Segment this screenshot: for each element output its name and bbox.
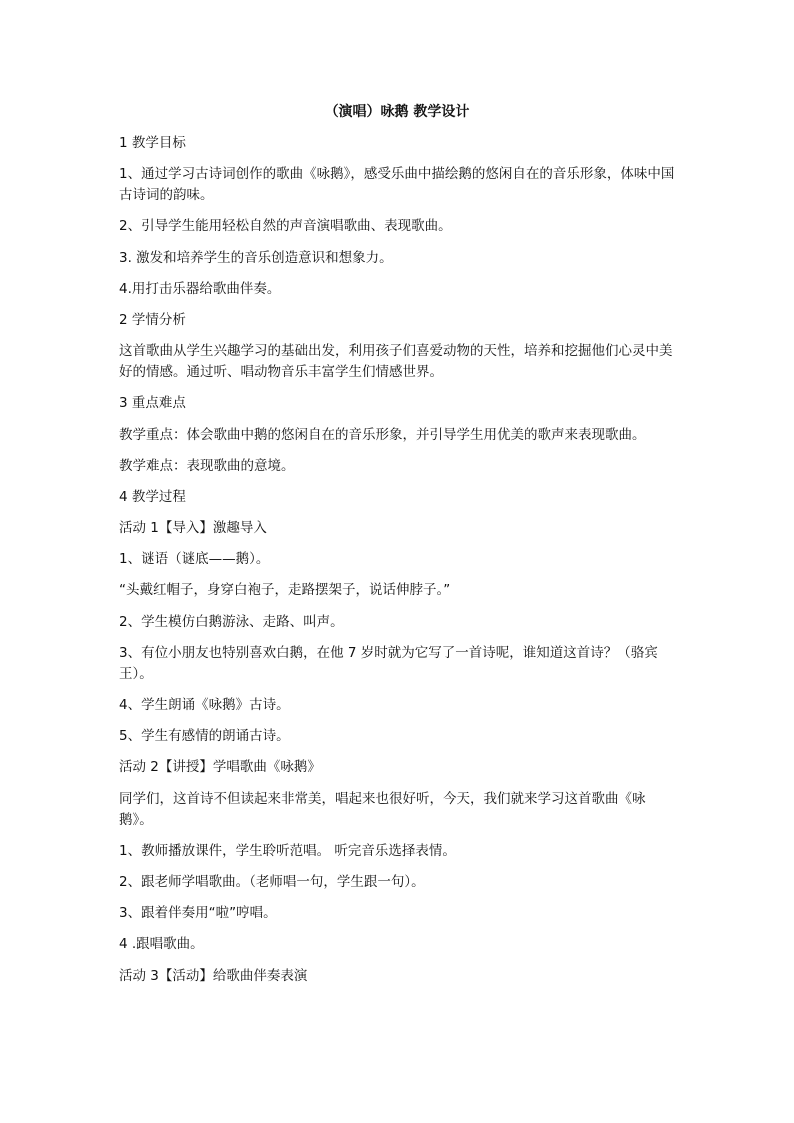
activity-2-step-4: 4 .跟唱歌曲。	[119, 936, 204, 953]
section-heading-objectives: 1 教学目标	[119, 135, 186, 151]
activity-2-intro: 同学们，这首诗不但读起来非常美，唱起来也很好听，今天，我们就来学习这首歌曲《咏鹅》。	[119, 790, 646, 828]
activity-2-heading: 活动 2【讲授】学唱歌曲《咏鹅》	[119, 759, 321, 776]
activity-1-step-5: 5、学生有感情的朗诵古诗。	[119, 728, 290, 745]
activity-1-step-4: 4、学生朗诵《咏鹅》古诗。	[119, 697, 290, 713]
activity-1-heading: 活动 1【导入】激趣导入	[119, 520, 267, 537]
activity-3-heading: 活动 3【活动】给歌曲伴奏表演	[119, 967, 308, 984]
activity-1-step-2: 2、学生模仿白鹅游泳、走路、叫声。	[119, 613, 344, 630]
objective-item-1: 1、通过学习古诗词创作的歌曲《咏鹅》，感受乐曲中描绘鹅的悠闲自在的音乐形象，体味中国古诗词的韵味。	[119, 166, 675, 204]
section-heading-student-analysis: 2 学情分析	[119, 311, 186, 328]
student-analysis-paragraph: 这首歌曲从学生兴趣学习的基础出发，利用孩子们喜爱动物的天性，培养和挖掘他们心灵中美好的情感。通过听、唱动物音乐丰富学生们情感世界。	[119, 343, 673, 381]
document-body	[119, 133, 679, 997]
activity-1-step-3: 3、有位小朋友也特别喜欢白鹅，在他 7 岁时就为它写了一首诗呢，谁知道这首诗？（骆宾王）。	[119, 644, 658, 682]
key-point-focus: 教学重点：体会歌曲中鹅的悠闲自在的音乐形象，并引导学生用优美的歌声来表现歌曲。	[119, 426, 646, 443]
objective-item-2: 2、引导学生能用轻松自然的声音演唱歌曲、表现歌曲。	[119, 218, 452, 235]
riddle-quote: “头戴红帽子，身穿白袍子，走路摆架子，说话伸脖子。”	[119, 582, 451, 599]
objective-item-4: 4.用打击乐器给歌曲伴奏。	[119, 280, 281, 297]
activity-2-step-1: 1、教师播放课件，学生聆听范唱。 听完音乐选择表情。	[119, 842, 456, 859]
key-point-difficulty: 教学难点：表现歌曲的意境。	[119, 457, 295, 474]
activity-2-step-3: 3、跟着伴奏用“啦”哼唱。	[119, 905, 277, 922]
activity-2-step-2: 2、跟老师学唱歌曲。（老师唱一句，学生跟一句）。	[119, 873, 425, 890]
objective-item-3: 3. 激发和培养学生的音乐创造意识和想象力。	[119, 249, 393, 266]
activity-1-step-1: 1、谜语（谜底——鹅）。	[119, 551, 270, 568]
section-heading-key-points: 3 重点难点	[119, 395, 186, 412]
section-heading-process: 4 教学过程	[119, 488, 186, 505]
document-title: （演唱）咏鹅 教学设计	[324, 104, 470, 120]
